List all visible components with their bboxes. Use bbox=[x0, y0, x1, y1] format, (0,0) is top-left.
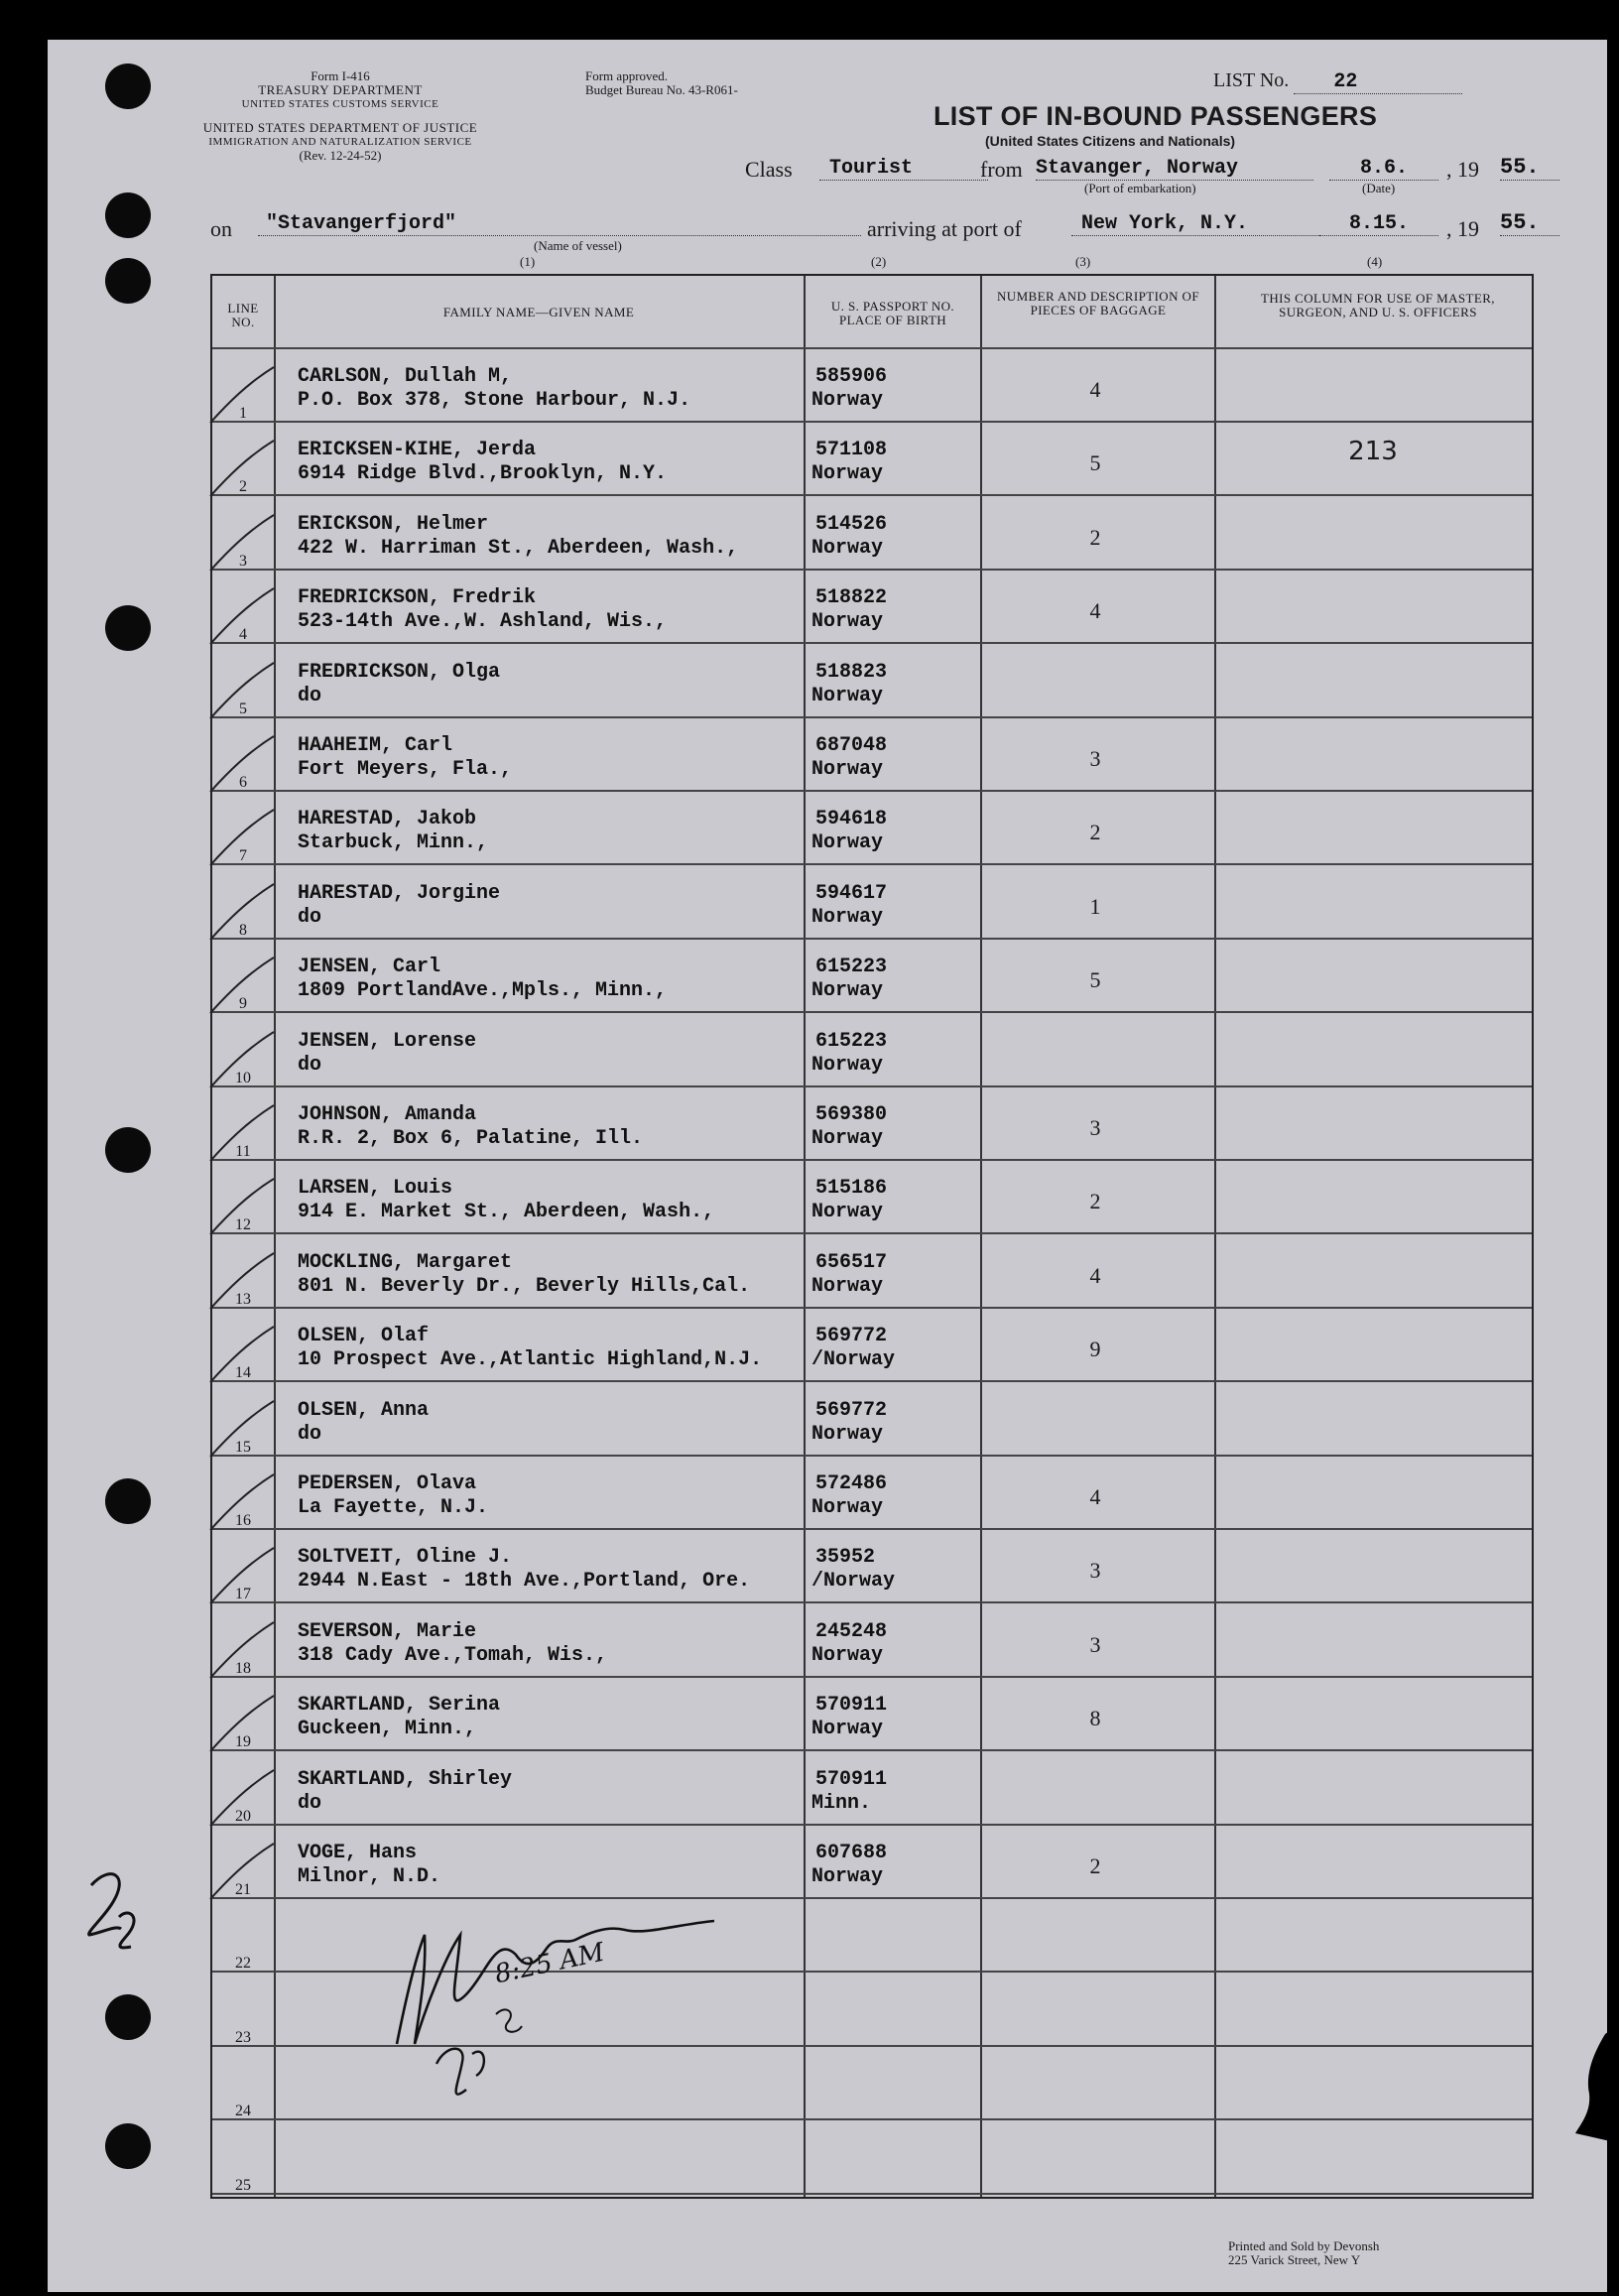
class-label: Class bbox=[745, 157, 793, 182]
place-of-birth: Norway bbox=[811, 905, 884, 929]
col3-number: (3) bbox=[1075, 254, 1091, 269]
passenger-name: SKARTLAND, Shirley bbox=[298, 1767, 513, 1791]
line-number: 8 bbox=[239, 921, 247, 939]
passenger-address: do bbox=[298, 1791, 322, 1815]
arriving-label: arriving at port of bbox=[867, 216, 1022, 241]
passenger-address: 318 Cady Ave.,Tomah, Wis., bbox=[298, 1643, 608, 1667]
time-note: 8:25 AM bbox=[492, 1937, 607, 1990]
table-row bbox=[212, 1087, 1532, 1161]
check-mark-icon bbox=[208, 1397, 278, 1457]
torn-edge bbox=[1546, 2024, 1619, 2143]
check-mark-icon bbox=[208, 1840, 278, 1899]
passenger-name: JENSEN, Lorense bbox=[298, 1029, 477, 1053]
table-row bbox=[212, 1235, 1532, 1309]
baggage-count: 4 bbox=[1089, 1484, 1101, 1509]
check-mark-icon bbox=[208, 437, 278, 496]
binder-hole bbox=[105, 192, 151, 238]
passenger-address: R.R. 2, Box 6, Palatine, Ill. bbox=[298, 1127, 644, 1150]
passport-number: 570911 bbox=[815, 1767, 888, 1791]
list-no: LIST No. 22 bbox=[1213, 69, 1462, 94]
passenger-address: Milnor, N.D. bbox=[298, 1865, 441, 1888]
table-row bbox=[212, 571, 1532, 644]
dept-immigration: IMMIGRATION AND NATURALIZATION SERVICE bbox=[208, 136, 472, 148]
line-number: 24 bbox=[235, 2103, 251, 2120]
table-row bbox=[212, 1309, 1532, 1382]
line-number: 22 bbox=[235, 1955, 251, 1973]
passport-number: 569380 bbox=[815, 1103, 888, 1126]
line-number: 16 bbox=[235, 1512, 251, 1529]
check-mark-icon bbox=[208, 1692, 278, 1751]
table-row bbox=[212, 1678, 1532, 1751]
arrival-year-prefix: , 19 bbox=[1446, 216, 1479, 241]
binder-hole bbox=[105, 64, 151, 109]
arrival-date: 8.15. bbox=[1319, 212, 1438, 236]
departure-year-prefix: , 19 bbox=[1446, 157, 1479, 182]
signature bbox=[377, 1895, 794, 2104]
table-row bbox=[212, 1383, 1532, 1457]
check-mark-icon bbox=[208, 1470, 278, 1530]
passenger-name: ERICKSON, Helmer bbox=[298, 512, 489, 536]
passenger-name: LARSEN, Louis bbox=[298, 1177, 453, 1201]
header-passport: U. S. PASSPORT NO. PLACE OF BIRTH bbox=[830, 299, 955, 327]
baggage-count: 9 bbox=[1089, 1337, 1101, 1362]
date-caption: (Date) bbox=[1362, 181, 1396, 195]
header-baggage: NUMBER AND DESCRIPTION OF PIECES OF BAGGAGE bbox=[997, 289, 1199, 318]
place-of-birth: /Norway bbox=[811, 1570, 896, 1594]
line-number: 10 bbox=[235, 1069, 251, 1086]
passenger-address: 2944 N.East - 18th Ave.,Portland, Ore. bbox=[298, 1570, 751, 1594]
port-caption: (Port of embarkation) bbox=[1084, 181, 1196, 195]
table-row bbox=[212, 718, 1532, 792]
passenger-address: Guckeen, Minn., bbox=[298, 1718, 477, 1741]
passenger-name: SEVERSON, Marie bbox=[298, 1619, 477, 1643]
binder-hole bbox=[105, 1994, 151, 2040]
table-row bbox=[212, 1826, 1532, 1899]
check-mark-icon bbox=[208, 880, 278, 940]
check-mark-icon bbox=[208, 363, 278, 423]
table-row bbox=[212, 866, 1532, 940]
baggage-count: 2 bbox=[1089, 820, 1101, 845]
passport-number: 515186 bbox=[815, 1177, 888, 1201]
passenger-address: 422 W. Harriman St., Aberdeen, Wash., bbox=[298, 536, 739, 560]
baggage-count: 4 bbox=[1089, 1262, 1101, 1288]
passport-number: 518822 bbox=[815, 586, 888, 610]
line-number: 21 bbox=[235, 1881, 251, 1898]
passport-number: 594618 bbox=[815, 808, 888, 831]
form-approved: Form approved. bbox=[585, 68, 669, 83]
binder-hole bbox=[105, 2123, 151, 2169]
place-of-birth: Norway bbox=[811, 758, 884, 781]
place-of-birth: Norway bbox=[811, 1643, 884, 1667]
baggage-count: 5 bbox=[1089, 967, 1101, 993]
place-of-birth: Norway bbox=[811, 979, 884, 1003]
place-of-birth: Norway bbox=[811, 462, 884, 486]
col2-number: (2) bbox=[871, 254, 887, 269]
passenger-address: do bbox=[298, 905, 322, 929]
place-of-birth: Norway bbox=[811, 1053, 884, 1077]
line-number: 11 bbox=[235, 1143, 251, 1160]
table-row bbox=[212, 645, 1532, 718]
line-number: 5 bbox=[239, 700, 247, 717]
place-of-birth: Norway bbox=[811, 831, 884, 855]
passenger-name: HARESTAD, Jakob bbox=[298, 808, 477, 831]
row-divider bbox=[212, 2193, 1532, 2195]
passenger-name: OLSEN, Olaf bbox=[298, 1325, 430, 1348]
passport-number: 35952 bbox=[815, 1546, 876, 1570]
passport-number: 571108 bbox=[815, 439, 888, 462]
page-subtitle: (United States Citizens and Nationals) bbox=[985, 133, 1236, 149]
place-of-birth: Norway bbox=[811, 1422, 884, 1446]
check-mark-icon bbox=[208, 954, 278, 1013]
passport-number: 569772 bbox=[815, 1398, 888, 1422]
passenger-address: do bbox=[298, 1053, 322, 1077]
passport-number: 656517 bbox=[815, 1250, 888, 1274]
line-number: 1 bbox=[239, 405, 247, 422]
table-row bbox=[212, 1604, 1532, 1678]
table-row bbox=[212, 2121, 1532, 2195]
passenger-address: 10 Prospect Ave.,Atlantic Highland,N.J. bbox=[298, 1348, 763, 1372]
place-of-birth: Norway bbox=[811, 1496, 884, 1519]
check-mark-icon bbox=[208, 1175, 278, 1234]
from-label: from bbox=[980, 157, 1023, 182]
binder-hole bbox=[105, 1127, 151, 1173]
table-row bbox=[212, 1014, 1532, 1087]
place-of-birth: Norway bbox=[811, 1274, 884, 1298]
passport-number: 607688 bbox=[815, 1842, 888, 1864]
passenger-name: MOCKLING, Margaret bbox=[298, 1250, 513, 1274]
baggage-count: 2 bbox=[1089, 1189, 1101, 1214]
check-mark-icon bbox=[208, 1323, 278, 1382]
passenger-name: FREDRICKSON, Fredrik bbox=[298, 586, 537, 610]
place-of-birth: Norway bbox=[811, 389, 884, 412]
vessel-name: "Stavangerfjord" bbox=[258, 212, 861, 236]
passport-number: 572486 bbox=[815, 1472, 888, 1495]
table-row bbox=[212, 423, 1532, 496]
baggage-count: 2 bbox=[1089, 524, 1101, 550]
baggage-count: 4 bbox=[1089, 598, 1101, 624]
passenger-name: HARESTAD, Jorgine bbox=[298, 881, 501, 905]
header-name: FAMILY NAME—GIVEN NAME bbox=[442, 305, 635, 319]
col4-number: (4) bbox=[1367, 254, 1383, 269]
line-number: 12 bbox=[235, 1216, 251, 1234]
line-number: 25 bbox=[235, 2176, 251, 2194]
place-of-birth: Minn. bbox=[811, 1791, 872, 1815]
line-number: 14 bbox=[235, 1364, 251, 1382]
passport-number: 594617 bbox=[815, 881, 888, 905]
table-row bbox=[212, 1161, 1532, 1234]
check-mark-icon bbox=[208, 1544, 278, 1603]
baggage-count: 4 bbox=[1089, 377, 1101, 402]
baggage-count: 5 bbox=[1089, 450, 1101, 476]
passport-number: 245248 bbox=[815, 1619, 888, 1643]
passport-number: 687048 bbox=[815, 734, 888, 757]
place-of-birth: Norway bbox=[811, 1201, 884, 1224]
line-number: 3 bbox=[239, 552, 247, 570]
header-officers: THIS COLUMN FOR USE OF MASTER, SURGEON, AND U. S. OFFICERS bbox=[1261, 291, 1495, 319]
passenger-name: FREDRICKSON, Olga bbox=[298, 660, 501, 684]
place-of-birth: /Norway bbox=[811, 1348, 896, 1372]
passenger-address: La Fayette, N.J. bbox=[298, 1496, 489, 1519]
binder-hole bbox=[105, 1478, 151, 1524]
dept-treasury: TREASURY DEPARTMENT bbox=[258, 82, 423, 97]
place-of-birth: Norway bbox=[811, 684, 884, 707]
passenger-name: SOLTVEIT, Oline J. bbox=[298, 1546, 513, 1570]
table-row bbox=[212, 792, 1532, 865]
line-number: 20 bbox=[235, 1807, 251, 1825]
passenger-address: do bbox=[298, 1422, 322, 1446]
passenger-name: CARLSON, Dullah M, bbox=[298, 365, 513, 388]
check-mark-icon bbox=[208, 1766, 278, 1826]
line-number: 18 bbox=[235, 1659, 251, 1677]
table-row bbox=[212, 1530, 1532, 1603]
passenger-name: HAAHEIM, Carl bbox=[298, 734, 453, 757]
passenger-address: P.O. Box 378, Stone Harbour, N.J. bbox=[298, 389, 691, 412]
form-number: Form I-416 bbox=[311, 68, 370, 83]
passport-number: 615223 bbox=[815, 1029, 888, 1053]
line-number: 13 bbox=[235, 1290, 251, 1308]
class-value: Tourist bbox=[819, 157, 988, 181]
baggage-count: 1 bbox=[1089, 893, 1101, 919]
line-number: 19 bbox=[235, 1733, 251, 1751]
arrival-year: 55. bbox=[1500, 210, 1559, 236]
vessel-caption: (Name of vessel) bbox=[534, 238, 622, 253]
place-of-birth: Norway bbox=[811, 1127, 884, 1150]
passport-number: 570911 bbox=[815, 1694, 888, 1718]
table-row bbox=[212, 1457, 1532, 1530]
place-of-birth: Norway bbox=[811, 1718, 884, 1741]
binder-hole bbox=[105, 605, 151, 651]
line-number: 6 bbox=[239, 774, 247, 791]
port-of-embarkation: Stavanger, Norway bbox=[1036, 157, 1313, 181]
passenger-name: PEDERSEN, Olava bbox=[298, 1472, 477, 1495]
dept-justice: UNITED STATES DEPARTMENT OF JUSTICE bbox=[202, 120, 478, 135]
passenger-name: ERICKSEN-KIHE, Jerda bbox=[298, 439, 537, 462]
passenger-address: 1809 PortlandAve.,Mpls., Minn., bbox=[298, 979, 668, 1003]
officer-note: 213 bbox=[1348, 437, 1398, 467]
line-number: 23 bbox=[235, 2028, 251, 2046]
check-mark-icon bbox=[208, 806, 278, 865]
passenger-address: Fort Meyers, Fla., bbox=[298, 758, 513, 781]
header-line-no: LINE NO. bbox=[227, 301, 259, 329]
baggage-count: 3 bbox=[1089, 746, 1101, 771]
passport-number: 585906 bbox=[815, 365, 888, 388]
place-of-birth: Norway bbox=[811, 1865, 884, 1888]
table-row bbox=[212, 349, 1532, 423]
passenger-address: 523-14th Ave.,W. Ashland, Wis., bbox=[298, 610, 668, 634]
check-mark-icon bbox=[208, 1249, 278, 1309]
passenger-name: VOGE, Hans bbox=[298, 1842, 418, 1864]
printer-line-2: 225 Varick Street, New Y bbox=[1228, 2252, 1361, 2267]
passport-number: 518823 bbox=[815, 660, 888, 684]
departure-date: 8.6. bbox=[1329, 157, 1438, 181]
passenger-address: 914 E. Market St., Aberdeen, Wash., bbox=[298, 1201, 715, 1224]
line-number: 4 bbox=[239, 626, 247, 644]
passenger-address: 801 N. Beverly Dr., Beverly Hills,Cal. bbox=[298, 1274, 751, 1298]
baggage-count: 3 bbox=[1089, 1558, 1101, 1584]
passport-number: 514526 bbox=[815, 512, 888, 536]
revision-date: (Rev. 12-24-52) bbox=[299, 148, 382, 163]
check-mark-icon bbox=[208, 511, 278, 571]
passenger-address: Starbuck, Minn., bbox=[298, 831, 489, 855]
line-number: 17 bbox=[235, 1586, 251, 1603]
passport-number: 569772 bbox=[815, 1325, 888, 1348]
check-mark-icon bbox=[208, 584, 278, 644]
passport-number: 615223 bbox=[815, 956, 888, 979]
table-row bbox=[212, 497, 1532, 571]
line-number: 7 bbox=[239, 847, 247, 865]
check-mark-icon bbox=[208, 732, 278, 792]
on-label: on bbox=[210, 216, 232, 241]
arrival-port: New York, N.Y. bbox=[1071, 212, 1319, 236]
dept-customs: UNITED STATES CUSTOMS SERVICE bbox=[241, 98, 439, 110]
passenger-address: 6914 Ridge Blvd.,Brooklyn, N.Y. bbox=[298, 462, 668, 486]
margin-count-mark bbox=[71, 1855, 151, 1965]
check-mark-icon bbox=[208, 659, 278, 718]
place-of-birth: Norway bbox=[811, 610, 884, 634]
line-number: 15 bbox=[235, 1438, 251, 1456]
passenger-name: JENSEN, Carl bbox=[298, 956, 441, 979]
passenger-address: do bbox=[298, 684, 322, 707]
printer-line-1: Printed and Sold by Devonsh bbox=[1228, 2238, 1380, 2253]
binder-hole bbox=[105, 258, 151, 304]
departure-year: 55. bbox=[1500, 155, 1559, 181]
line-number: 9 bbox=[239, 995, 247, 1013]
passenger-name: SKARTLAND, Serina bbox=[298, 1694, 501, 1718]
table-row bbox=[212, 1752, 1532, 1826]
baggage-count: 8 bbox=[1089, 1706, 1101, 1731]
check-mark-icon bbox=[208, 1618, 278, 1678]
passenger-name: OLSEN, Anna bbox=[298, 1398, 430, 1422]
check-mark-icon bbox=[208, 1028, 278, 1087]
check-mark-icon bbox=[208, 1101, 278, 1161]
baggage-count: 2 bbox=[1089, 1853, 1101, 1878]
baggage-count: 3 bbox=[1089, 1631, 1101, 1657]
line-number: 2 bbox=[239, 478, 247, 496]
table-row bbox=[212, 940, 1532, 1013]
budget-bureau: Budget Bureau No. 43-R061- bbox=[585, 82, 738, 97]
page-title: LIST OF IN-BOUND PASSENGERS bbox=[934, 101, 1378, 131]
baggage-count: 3 bbox=[1089, 1115, 1101, 1140]
place-of-birth: Norway bbox=[811, 536, 884, 560]
passenger-name: JOHNSON, Amanda bbox=[298, 1103, 477, 1126]
col1-number: (1) bbox=[520, 254, 536, 269]
